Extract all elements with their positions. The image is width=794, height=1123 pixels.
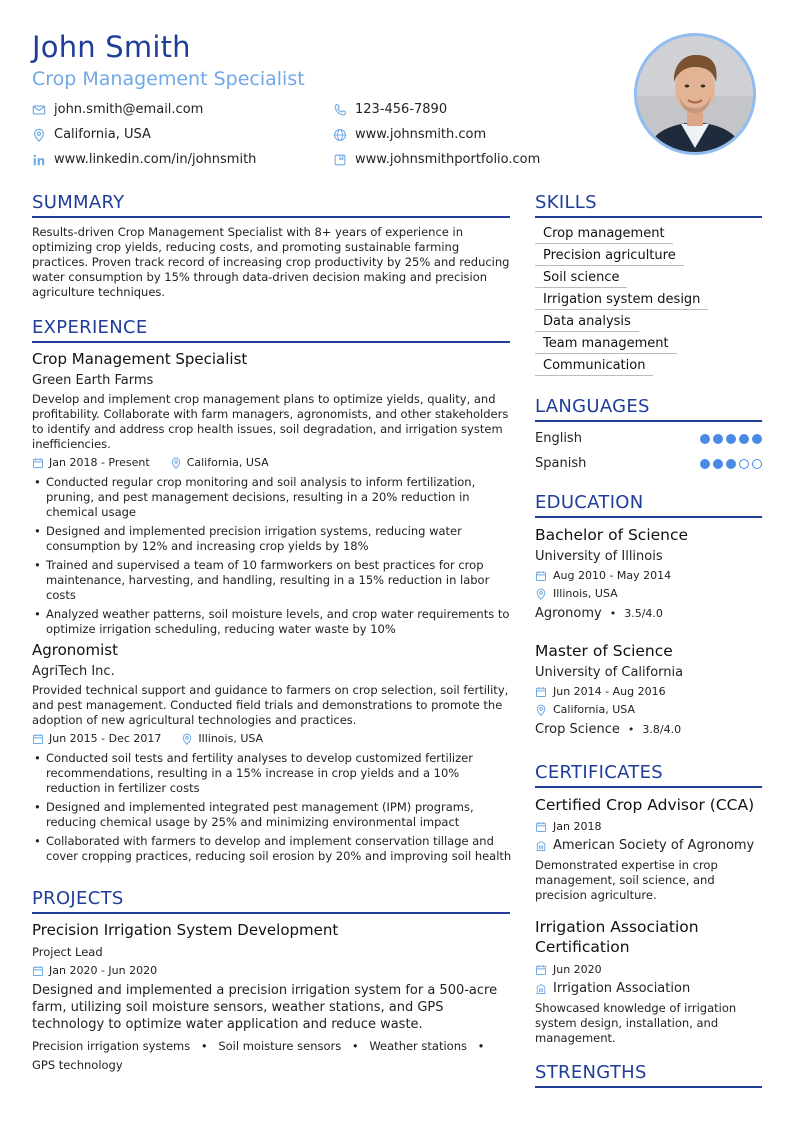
building-icon [535,840,547,852]
job-bullets [32,475,512,637]
candidate-role: Crop Management Specialist [32,68,305,90]
language-level [700,459,762,469]
edu-dates-row [535,569,765,582]
job-description: Develop and implement crop management plans to optimize yields, quality, and profitability. Collaborate with farm managers, agronomists, and other stakeholders to identify and address crop health issues, soil degradation, and irrigation system inefficiencies. [32,392,509,451]
job-company: Green Earth Farms [32,373,154,388]
job-bullet: • Conducted regular crop monitoring and soil analysis to inform fertilization, pruning, and pest management decisions, resulting in a 20% reduction in chemical usage [32,475,512,520]
project-tag: Soil moisture sensors [218,1039,342,1053]
proficiency-dot [752,434,762,444]
edu-location-row [535,587,765,600]
language-level [700,434,762,444]
education-entry [535,642,765,737]
edu-field: Agronomy [535,606,602,621]
job-title: Crop Management Specialist [32,350,248,368]
proficiency-dot [739,434,749,444]
skill-item: Team management [535,336,677,354]
linkedin-text: www.linkedin.com/in/johnsmith [54,152,257,167]
edu-dates: Aug 2010 - May 2014 [553,569,672,582]
calendar-icon [32,457,44,469]
edu-separator: • [627,723,635,736]
job-location: California, USA [186,456,269,469]
cert-description: Showcased knowledge of irrigation system design, installation, and management. [535,1001,737,1045]
phone-text: 123-456-7890 [355,102,448,117]
edu-location: California, USA [553,703,635,716]
project-meta [32,964,512,977]
edu-degree: Bachelor of Science [535,526,689,544]
proficiency-dot [726,459,736,469]
cert-date-row [535,963,763,976]
contact-phone[interactable] [333,102,447,117]
edu-school: University of California [535,665,684,680]
edu-location: Illinois, USA [553,587,618,600]
email-text: john.smith@email.com [54,102,204,117]
cert-date-row [535,820,763,833]
edu-gpa: 3.5/4.0 [624,607,663,620]
calendar-icon [32,965,44,977]
calendar-icon [535,686,547,698]
calendar-icon [535,964,547,976]
projects-rule [32,912,510,914]
edu-school: University of Illinois [535,549,663,564]
job-dates: Jan 2018 - Present [49,456,150,469]
edu-field-row [535,606,765,621]
project-description: Designed and implemented a precision irrigation system for a 500-acre farm, utilizing soil moisture sensors, weather stations, and GPS technology to optimize water application and reduce waste. [32,983,498,1032]
project-tags [32,1037,512,1075]
project-role: Project Lead [32,945,103,959]
skills-rule [535,216,762,218]
skill-item: Crop management [535,226,673,244]
cert-name: Certified Crop Advisor (CCA) [535,796,755,814]
skill-item: Soil science [535,270,627,288]
globe-icon [333,128,347,142]
proficiency-dot [752,459,762,469]
mail-icon [32,103,46,117]
tag-separator: • [477,1039,485,1053]
certificates-rule [535,786,762,788]
experience-rule [32,341,510,343]
project-entry [32,921,512,1075]
language-name: English [535,431,582,446]
job-bullets [32,751,512,864]
cert-date: Jan 2018 [553,820,602,833]
job-bullet: • Analyzed weather patterns, soil moisture levels, and crop water requirements to optimize irrigation scheduling, reducing water waste by 10% [32,607,512,637]
job-description: Provided technical support and guidance to farmers on crop selection, soil fertility, and pest management. Conducted field trials and demonstrations to promote the adoption of new agricultural technologies and practices. [32,683,509,727]
tag-separator: • [351,1039,359,1053]
proficiency-dot [739,459,749,469]
edu-location-row [535,703,765,716]
summary-title: SUMMARY [32,192,125,213]
portfolio-text: www.johnsmithportfolio.com [355,152,541,167]
job-bullet: • Designed and implemented precision irrigation systems, reducing water consumption by 12% and increasing crop yields by 18% [32,524,512,554]
job-bullet: • Conducted soil tests and fertility analyses to develop customized fertilizer recommendations, resulting in a 15% increase in crop yields and a 10% reduction in fertilizer costs [32,751,512,796]
language-name: Spanish [535,456,587,471]
proficiency-dot [713,459,723,469]
skill-item: Irrigation system design [535,292,708,310]
job-dates: Jun 2015 - Dec 2017 [49,732,162,745]
contact-linkedin[interactable] [32,152,256,167]
certificates-title: CERTIFICATES [535,762,663,783]
edu-field-row [535,722,765,737]
summary-text: Results-driven Crop Management Specialist with 8+ years of experience in optimizing crop yields, reducing costs, and promoting sustainable farming practices. Proven track record of increasing crop productivity by 25% and reducing water consumption by 15% through data-driven decision making and precision agriculture techniques. [32,225,510,299]
education-rule [535,516,762,518]
project-tag: GPS technology [32,1058,123,1072]
contact-website[interactable] [333,127,486,142]
cert-issuer-row [535,838,763,853]
summary-section [32,225,512,300]
certificate-entry [535,917,763,1046]
calendar-icon [535,821,547,833]
job-entry [32,350,512,641]
education-entry [535,526,765,621]
project-tag: Weather stations [369,1039,468,1053]
proficiency-dot [700,459,710,469]
cert-issuer: American Society of Agronomy [553,838,755,853]
cert-description: Demonstrated expertise in crop management, soil science, and precision agriculture. [535,858,718,902]
skill-item: Communication [535,358,653,376]
contact-email[interactable] [32,102,203,117]
job-location: Illinois, USA [198,732,264,745]
profile-photo [634,33,756,155]
contact-location [32,127,151,142]
edu-dates: Jun 2014 - Aug 2016 [553,685,666,698]
language-row [535,431,762,446]
language-row [535,456,762,471]
project-name: Precision Irrigation System Development [32,921,339,939]
proficiency-dot [726,434,736,444]
building-icon [535,983,547,995]
location-icon [170,457,182,469]
location-text: California, USA [54,127,151,142]
cert-name: Irrigation Association Certification [535,918,699,956]
edu-degree: Master of Science [535,642,673,660]
website-text: www.johnsmith.com [355,127,487,142]
job-meta [32,456,512,469]
job-bullet: • Trained and supervised a team of 10 farmworkers on best practices for crop maintenance, harvesting, and handling, resulting in a 15% reduction in labor costs [32,558,512,603]
contact-portfolio[interactable] [333,152,540,167]
calendar-icon [535,570,547,582]
experience-title: EXPERIENCE [32,317,148,338]
location-icon [535,588,547,600]
job-bullet: • Collaborated with farmers to develop and implement conservation tillage and cover cropping practices, reducing soil erosion by 20% and improving soil health [32,834,512,864]
project-dates: Jan 2020 - Jun 2020 [49,964,158,977]
calendar-icon [32,733,44,745]
summary-rule [32,216,510,218]
project-tag: Precision irrigation systems [32,1039,191,1053]
cert-issuer-row [535,981,763,996]
skill-item: Precision agriculture [535,248,684,266]
proficiency-dot [713,434,723,444]
languages-title: LANGUAGES [535,396,650,417]
education-title: EDUCATION [535,492,644,513]
job-company: AgriTech Inc. [32,664,115,679]
projects-title: PROJECTS [32,888,124,909]
candidate-name: John Smith [32,30,191,64]
job-title: Agronomist [32,641,118,659]
edu-separator: • [609,607,617,620]
strengths-rule [535,1086,762,1088]
location-icon [535,704,547,716]
tag-separator: • [200,1039,208,1053]
cert-date: Jun 2020 [553,963,602,976]
bookmark-icon [333,153,347,167]
languages-rule [535,420,762,422]
cert-issuer: Irrigation Association [553,981,691,996]
job-meta [32,732,512,745]
edu-field: Crop Science [535,722,620,737]
edu-gpa: 3.8/4.0 [642,723,682,736]
certificate-entry [535,796,763,903]
edu-dates-row [535,685,765,698]
location-icon [32,128,46,142]
proficiency-dot [700,434,710,444]
skill-item: Data analysis [535,314,639,332]
linkedin-icon [32,153,46,167]
job-bullet: • Designed and implemented integrated pest management (IPM) programs, reducing chemical usage by 25% and minimizing environmental impact [32,800,512,830]
phone-icon [333,103,347,117]
job-entry [32,641,512,868]
skills-title: SKILLS [535,192,597,213]
location-icon [181,733,193,745]
strengths-title: STRENGTHS [535,1062,647,1083]
